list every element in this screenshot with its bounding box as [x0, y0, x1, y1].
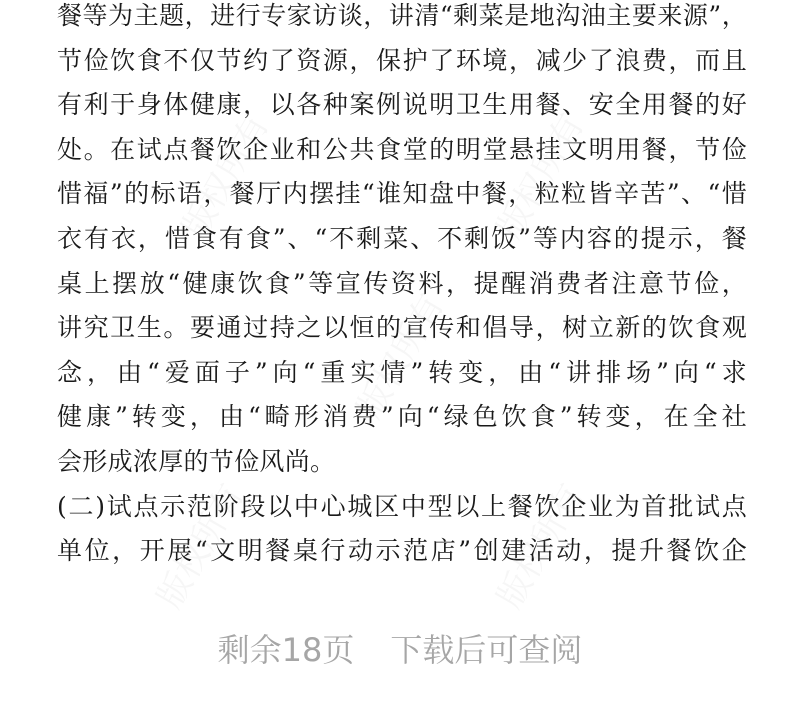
document-line-7: 桌上摆放“健康饮食”等宣传资料，提醒消费者注意节俭，	[57, 268, 747, 298]
download-prompt-banner[interactable]	[0, 622, 800, 678]
document-line-9: 念，由“爱面子”向“重实情”转变，由“讲排场”向“求	[57, 357, 747, 387]
watermark: 版权所有	[489, 477, 593, 616]
document-line-10: 健康”转变，由“畸形消费”向“绿色饮食”转变，在全社	[57, 402, 747, 432]
document-line-8: 讲究卫生。要通过持之以恒的宣传和倡导，树立新的饮食观	[57, 313, 747, 343]
document-body	[57, 0, 747, 574]
watermark: 版权所有	[149, 477, 253, 616]
document-line-3: 有利于身体健康，以各种案例说明卫生用餐、安全用餐的好	[57, 90, 747, 120]
document-line-1: 餐等为主题，进行专家访谈，讲清“剩菜是地沟油主要来源”，	[57, 1, 747, 30]
watermark: 版权所有	[489, 107, 593, 246]
watermark: 版权所有	[349, 287, 453, 426]
document-line-2: 节俭饮食不仅节约了资源，保护了环境，减少了浪费，而且	[57, 45, 747, 75]
watermark: 版权所有	[174, 107, 278, 246]
document-line-13: 单位，开展“文明餐桌行动示范店”创建活动，提升餐饮企	[57, 536, 747, 566]
remaining-pages-text: 剩余18页	[217, 631, 355, 669]
document-line-5: 惜福”的标语，餐厅内摆挂“谁知盘中餐，粒粒皆辛苦”、“惜	[57, 179, 747, 209]
document-line-11: 会形成浓厚的节俭风尚。	[57, 446, 336, 476]
document-line-4: 处。在试点餐饮企业和公共食堂的明堂悬挂文明用餐，节俭	[57, 134, 747, 164]
document-line-6: 衣有衣，惜食有食”、“不剩菜、不剩饭”等内容的提示，餐	[57, 223, 747, 253]
document-line-12: (二)试点示范阶段以中心城区中型以上餐饮企业为首批试点	[57, 491, 747, 521]
download-to-view-text: 下载后可查阅	[390, 631, 583, 669]
